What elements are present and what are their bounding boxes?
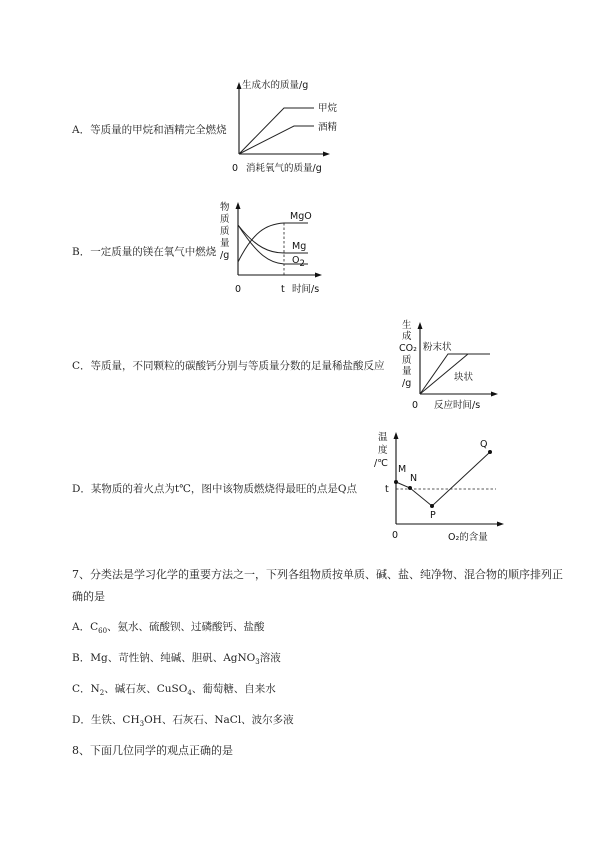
graph-c bbox=[398, 318, 503, 418]
graph-d-ylabel-3: /℃ bbox=[374, 458, 388, 469]
graph-b-label-mg: Mg bbox=[292, 241, 307, 252]
graph-b-xlabel: 时间/s bbox=[292, 284, 320, 295]
graph-a-ylabel: 生成水的质量/g bbox=[242, 80, 309, 91]
q7-stem-line2: 确的是 bbox=[72, 590, 105, 603]
graph-c-ylabel-5: 量 bbox=[402, 366, 412, 377]
graph-b-label-o2: O2 bbox=[292, 255, 305, 269]
graph-b-ylabel-1: 物 bbox=[220, 202, 230, 213]
option-a-text: A．等质量的甲烷和酒精完全燃烧 bbox=[72, 124, 227, 136]
graph-b bbox=[218, 200, 328, 300]
graph-a bbox=[226, 78, 336, 178]
graph-d-point-q bbox=[488, 450, 492, 454]
option-b-text: B．一定质量的镁在氧气中燃烧 bbox=[72, 246, 217, 258]
graph-d-point-n bbox=[408, 486, 412, 490]
q7-stem-line1: 7、分类法是学习化学的重要方法之一，下列各组物质按单质、碱、盐、纯净物、混合物的顺序排列正 bbox=[72, 568, 563, 581]
graph-d bbox=[372, 428, 507, 546]
graph-d-label-q: Q bbox=[480, 439, 488, 450]
graph-c-ylabel-1: 生 bbox=[402, 320, 412, 331]
graph-c-origin: 0 bbox=[412, 400, 419, 411]
graph-b-t-label: t bbox=[281, 284, 285, 295]
graph-b-ylabel-2: 质 bbox=[220, 214, 230, 225]
q7-option-b: B．Mg、苛性钠、纯碱、胆矾、AgNO$_3$溶液 bbox=[72, 652, 281, 667]
graph-d-point-m bbox=[394, 480, 398, 484]
graph-c-ylabel-6: /g bbox=[402, 378, 412, 389]
graph-c-label-block: 块状 bbox=[454, 372, 474, 383]
graph-d-ylabel-2: 度 bbox=[378, 445, 388, 456]
graph-a-label-alcohol: 酒精 bbox=[318, 122, 338, 133]
q8-stem: 8、下面几位同学的观点正确的是 bbox=[72, 744, 233, 757]
graph-a-xlabel: 消耗氧气的质量/g bbox=[246, 163, 322, 174]
graph-d-label-m: M bbox=[398, 464, 407, 475]
graph-d-xlabel: O₂的含量 bbox=[448, 532, 488, 543]
graph-c-ylabel-2: 成 bbox=[402, 331, 412, 342]
graph-b-label-mgo: MgO bbox=[290, 211, 312, 222]
graph-d-point-p bbox=[430, 504, 434, 508]
graph-c-xlabel: 反应时间/s bbox=[434, 400, 481, 411]
graph-a-label-methane: 甲烷 bbox=[318, 103, 338, 114]
option-d-text: D．某物质的着火点为t℃，图中该物质燃烧得最旺的点是Q点 bbox=[72, 483, 357, 495]
q7-option-c: C．$N_2$、碱石灰、CuSO$_4$、葡萄糖、自来水 bbox=[72, 683, 276, 698]
graph-d-origin: 0 bbox=[392, 530, 399, 541]
graph-d-label-p: P bbox=[430, 510, 436, 521]
graph-c-label-powder: 粉末状 bbox=[423, 342, 452, 353]
q7-option-d: D．生铁、$CH_3OH$、石灰石、NaCl、波尔多液 bbox=[72, 714, 294, 729]
graph-a-origin: 0 bbox=[232, 163, 239, 174]
graph-d-label-n: N bbox=[410, 473, 418, 484]
graph-b-ylabel-3: 质 bbox=[220, 226, 230, 237]
graph-a-line-alcohol bbox=[239, 126, 314, 154]
q7-option-a: A．$C_{60}$、氨水、硫酸钡、过磷酸钙、盐酸 bbox=[72, 621, 265, 636]
graph-c-ylabel-3: CO₂ bbox=[399, 343, 417, 354]
option-c-text: C．等质量，不同颗粒的碳酸钙分别与等质量分数的足量稀盐酸反应 bbox=[72, 360, 385, 372]
graph-b-ylabel-5: /g bbox=[220, 250, 230, 261]
graph-b-origin: 0 bbox=[235, 284, 242, 295]
graph-a-line-methane bbox=[239, 108, 314, 154]
graph-d-t-label: t bbox=[385, 484, 389, 495]
graph-d-ylabel-1: 温 bbox=[378, 432, 388, 443]
graph-c-ylabel-4: 质 bbox=[402, 355, 412, 366]
graph-b-ylabel-4: 量 bbox=[220, 238, 230, 249]
